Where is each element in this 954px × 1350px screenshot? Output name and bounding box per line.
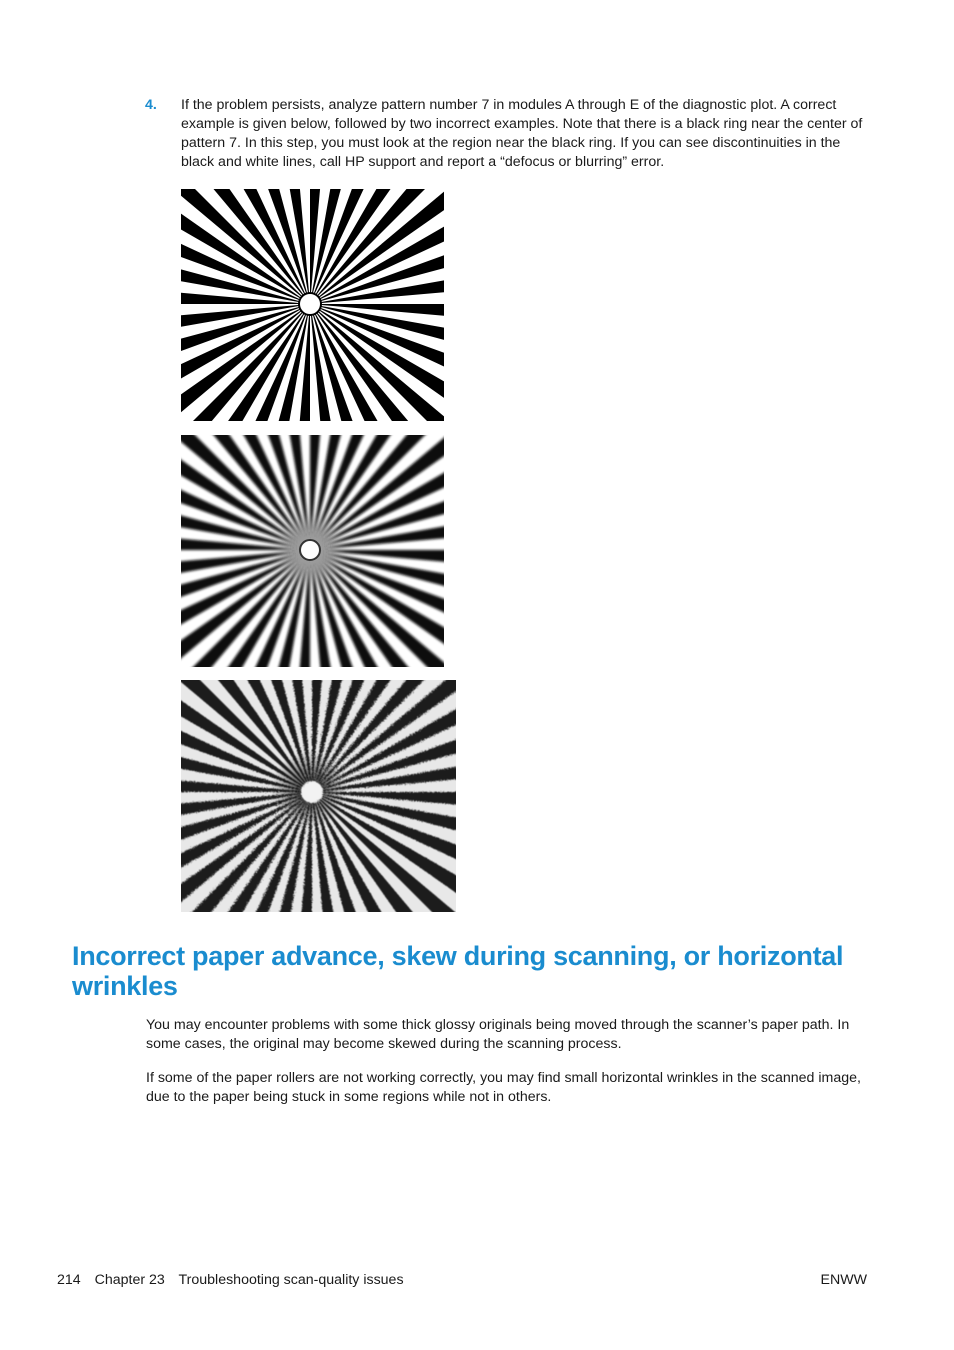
footer-chapter-info <box>57 1271 414 1290</box>
body-paragraph: If some of the paper rollers are not working correctly, you may find small horizontal wrinkles in the scanned image, due to the paper being stuck in some regions while not in others. <box>146 1070 861 1105</box>
star-pattern-correct-image <box>181 189 444 421</box>
step-number: 4. <box>145 97 157 113</box>
chapter-title: Troubleshooting scan-quality issues <box>178 1272 404 1288</box>
star-pattern-noisy-image <box>181 680 456 912</box>
footer-locale: ENWW <box>820 1272 867 1288</box>
body-paragraph: You may encounter problems with some thick glossy originals being moved through the scanner’s paper path. In some cases, the original may become skewed during the scanning process. <box>146 1017 850 1052</box>
page-number: 214 <box>57 1272 81 1288</box>
star-pattern-blurred-image <box>181 435 444 667</box>
section-heading: Incorrect paper advance, skew during scanning, or horizontal wrinkles <box>72 941 844 1001</box>
step-text: If the problem persists, analyze pattern number 7 in modules A through E of the diagnostic plot. A correct example is given below, followed by two incorrect examples. Note that there is a black ring near the center of pattern 7. In this step, you must look at the region near the black ring. If you can see discontinuities in the black and white lines, call HP support and report a “defocus or blurring” error. <box>181 97 863 170</box>
chapter-label: Chapter 23 <box>94 1272 165 1288</box>
step-item <box>145 96 870 172</box>
